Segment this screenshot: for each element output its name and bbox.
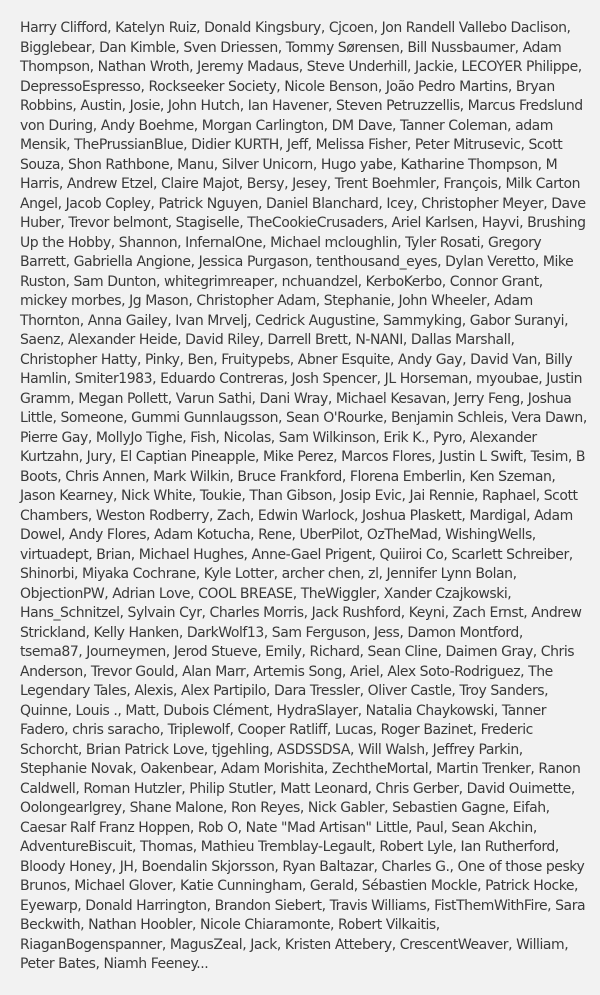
credits-names-paragraph: Harry Clifford, Katelyn Ruiz, Donald Kingsbury, Cjcoen, Jon Randell Vallebo Daclison, Bigglebear, Dan Kimble, Sven Driessen, Tommy Sørensen, Bill Nussbaumer, Adam Thompson, Nathan Wroth, Jeremy Madaus, Steve Underhill, Jackie, LECOYER Philippe, DepressoEspresso, Rockseeker Society, Nicole Benson, João Pedro Martins, Bryan Robbins, Austin, Josie, John Hutch, Ian Havener, Steven Petruzzellis, Marcus Fredslund von During, Andy Boehme, Morgan Carlington, DM Dave, Tanner Coleman, adam Mensik, ThePrussianBlue, Didier KURTH, Jeff, Melissa Fisher, Peter Mitrusevic, Scott Souza, Shon Rathbone, Manu, Silver Unicorn, Hugo yabe, Katharine Thompson, M Harris, Andrew Etzel, Claire Majot, Bersy, Jesey, Trent Boehmler, François, Milk Carton Angel, Jacob Copley, Patrick Nguyen, Daniel Blanchard, Icey, Christopher Meyer, Dave Huber, Trevor belmont, Stagiselle, TheCookieCrusaders, Ariel Karlsen, Hayvi, Brushing Up the Hobby, Shannon, InfernalOne, Michael mcloughlin, Tyler Rosati, Gregory Barrett, Gabriella Angione, Jessica Purgason, tenthousand_eyes, Dylan Veretto, Mike Ruston, Sam Dunton, whitegrimreaper, nchuandzel, KerboKerbo, Connor Grant, mickey morbes, Jg Mason, Christopher Adam, Stephanie, John Wheeler, Adam Thornton, Anna Gailey, Ivan Mrvelj, Cedrick Augustine, Sammyking, Gabor Suranyi, Saenz, Alexander Heide, David Riley, Darrell Brett, N-NANI, Dallas Marshall, Christopher Hatty, Pinky, Ben, Fruitypebs, Abner Esquite, Andy Gay, David Van, Billy Hamlin, Smiter1983, Eduardo Contreras, Josh Spencer, JL Horseman, myoubae, Justin Gramm, Megan Pollett, Varun Sathi, Dani Wray, Michael Kesavan, Jerry Feng, Joshua Little, Someone, Gummi Gunnlaugsson, Sean O'Rourke, Benjamin Schleis, Vera Dawn, Pierre Gay, MollyJo Tighe, Fish, Nicolas, Sam Wilkinson, Erik K., Pyro, Alexander Kurtzahn, Jury, El Captian Pineapple, Mike Perez, Marcos Flores, Justin L Swift, Tesim, B Boots, Chris Annen, Mark Wilkin, Bruce Frankford, Florena Emberlin, Ken Szeman, Jason Kearney, Nick White, Toukie, Than Gibson, Josip Evic, Jai Rennie, Raphael, Scott Chambers, Weston Rodberry, Zach, Edwin Warlock, Joshua Plaskett, Mardigal, Adam Dowel, Andy Flores, Adam Kotucha, Rene, UberPilot, OzTheMad, WishingWells, virtuadept, Brian, Michael Hughes, Anne-Gael Prigent, Quiiroi Co, Scarlett Schreiber, Shinorbi, Miyaka Cochrane, Kyle Lotter, archer chen, zl, Jennifer Lynn Bolan, ObjectionPW, Adrian Love, COOL BREASE, TheWiggler, Xander Czajkowski, Hans_Schnitzel, Sylvain Cyr, Charles Morris, Jack Rushford, Keyni, Zach Ernst, Andrew Strickland, Kelly Hanken, DarkWolf13, Sam Ferguson, Jess, Damon Montford, tsema87, Journeymen, Jerod Stueve, Emily, Richard, Sean Cline, Daimen Gray, Chris Anderson, Trevor Gould, Alan Marr, Artemis Song, Ariel, Alex Soto-Rodriguez, The Legendary Tales, Alexis, Alex Partipilo, Dara Tressler, Oliver Castle, Troy Sanders, Quinne, Louis ., Matt, Dubois Clément, HydraSlayer, Natalia Chaykowski, Tanner Fadero, chris saracho, Triplewolf, Cooper Ratliff, Lucas, Roger Bazinet, Frederic Schorcht, Brian Patrick Love, tjgehling, ASDSSDSA, Will Walsh, Jeffrey Parkin, Stephanie Novak, Oakenbear, Adam Morishita, ZechtheMortal, Martin Trenker, Ranon Caldwell, Roman Hutzler, Philip Stutler, Matt Leonard, Chris Gerber, David Ouimette, Oolongearlgrey, Shane Malone, Ron Reyes, Nick Gabler, Sebastien Gagne, Eifah, Caesar Ralf Franz Hoppen, Rob O, Nate "Mad Artisan" Little, Paul, Sean Akchin, AdventureBiscuit, Thomas, Mathieu Tremblay-Legault, Robert Lyle, Ian Rutherford, Bloody Honey, JH, Boendalin Skjorsson, Ryan Baltazar, Charles G., One of those pesky Brunos, Michael Glover, Katie Cunningham, Gerald, Sébastien Mockle, Patrick Hocke, Eyewarp, Donald Harrington, Brandon Siebert, Travis Williams, FistThemWithFire, Sara Beckwith, Nathan Hoobler, Nicole Chiaramonte, Robert Vilkaitis, RiaganBogenspanner, MagusZeal, Jack, Kristen Attebery, CrescentWeaver, William, Peter Bates, Niamh Feeney... [20, 20, 587, 972]
